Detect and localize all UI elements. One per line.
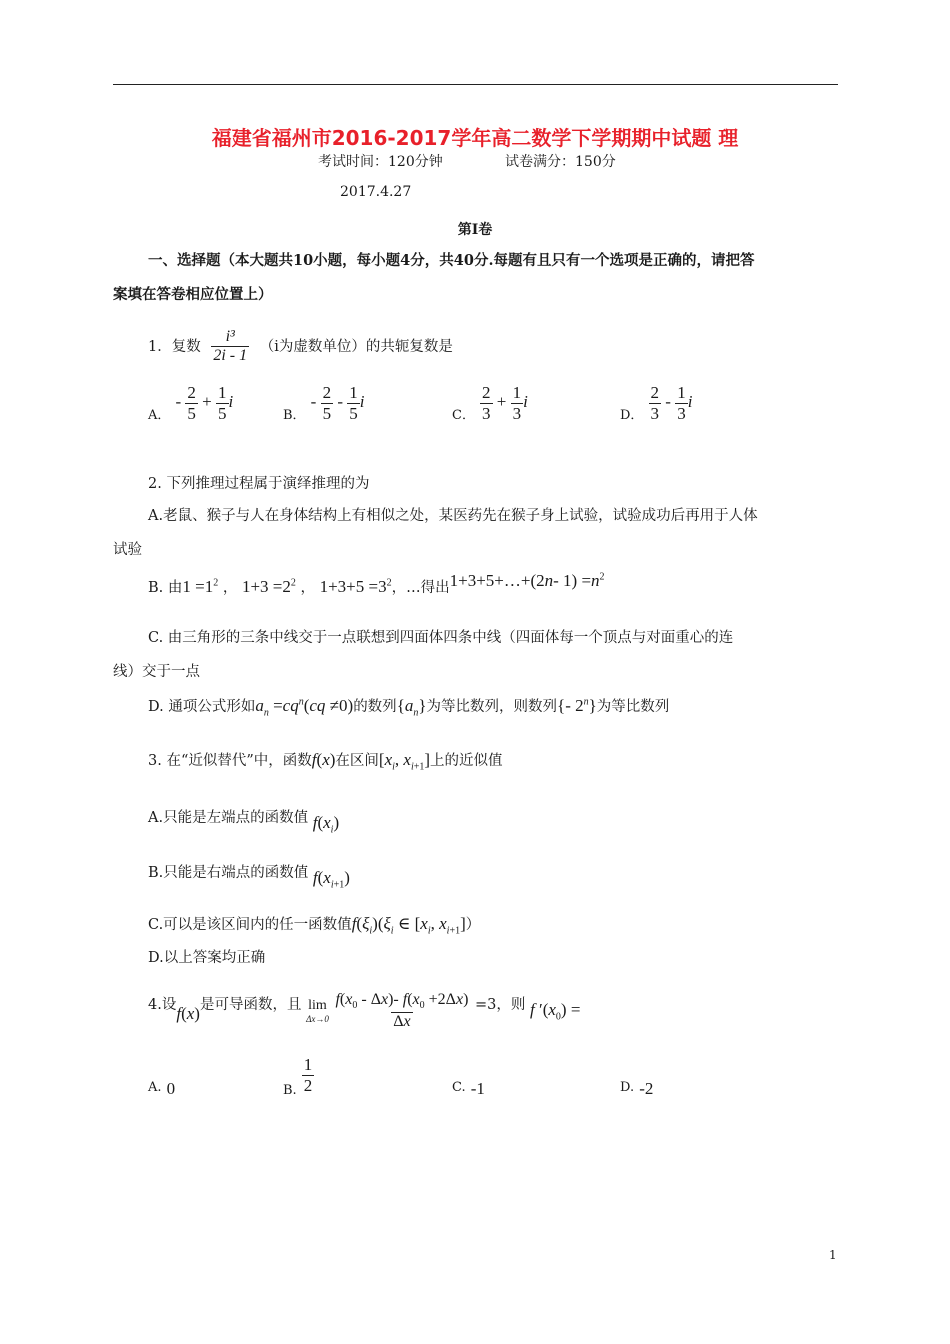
- q3-mid: 在区间: [335, 753, 379, 769]
- q2-option-c-line2: 线）交于一点: [113, 664, 200, 680]
- q1-option-b: [283, 383, 365, 435]
- q1-denominator: 2i - 1: [213, 347, 248, 365]
- q4-option-d-label: D.: [620, 1080, 635, 1095]
- q2-option-d-end: 为等比数列: [596, 699, 670, 715]
- q2-option-b-middle: ，…得出: [391, 580, 450, 596]
- q4-option-b: [283, 1055, 314, 1098]
- header-rule: [113, 84, 838, 85]
- part1-heading-line2: 案填在答卷相应位置上）: [113, 286, 273, 303]
- q3-prefix: 3. 在“近似替代”中，函数: [148, 753, 312, 769]
- q1-option-d: [620, 383, 693, 435]
- q1-numerator: i³: [225, 328, 235, 345]
- q1-prefix: 1．复数: [148, 338, 201, 355]
- q3-end: 上的近似值: [430, 753, 503, 769]
- q2-option-d-mid1: 的数列: [353, 699, 397, 715]
- q3-option-a-text: A.只能是左端点的函数值: [148, 810, 309, 826]
- q2-option-d: D. 通项公式形如$a_n =cq^n(cq \ne 0)$的数列$\{a_n\}$为等比数列，则数列{- 2$^n$}为等比数列: [148, 696, 670, 719]
- q2-option-d-mid2: 为等比数列，则数列: [426, 699, 558, 715]
- page-title: 福建省福州市2016-2017学年高二数学下学期期中试题 理: [211, 126, 739, 150]
- q3-option-c-text: C.可以是该区间内的任一函数值: [148, 917, 352, 933]
- part1-heading-line1: 一、选择题（本大题共10小题，每小题4分，共40分.每题有且只有一个选项是正确的，请把答: [148, 252, 755, 269]
- q4-option-c: [452, 1076, 485, 1096]
- q2-stem: 2. 下列推理过程属于演绎推理的为: [148, 476, 370, 492]
- q3-option-d: D.以上答案均正确: [148, 950, 266, 966]
- q3-option-b-text: B.只能是右端点的函数值: [148, 865, 309, 881]
- q4-option-b-label: B.: [283, 1082, 297, 1098]
- q3-option-c: C.可以是该区间内的任一函数值$f(\xi_i)(\xi_i$ ∈ [$x_i$, $x_{i+1}$]）: [148, 914, 481, 937]
- q1-option-a-expr: - $\frac{2}{5}$ + $\frac{1}{5}$ i: [175, 383, 234, 423]
- q4-option-c-value: -1: [470, 1079, 485, 1098]
- q4-option-d: [620, 1076, 653, 1096]
- page-number: 1: [829, 1248, 837, 1262]
- q3-option-b: B.只能是右端点的函数值 $f(x_{i+1})$: [148, 865, 350, 891]
- exam-time: 考试时间：120分钟: [318, 154, 443, 170]
- q1-option-c: [452, 383, 528, 435]
- q4-option-d-value: -2: [639, 1079, 654, 1098]
- q1-option-a-label: A．: [148, 407, 171, 423]
- q4-eq: =3，则: [475, 997, 526, 1014]
- q1-option-d-expr: $\frac{2}{3}$ - $\frac{1}{3}$ i: [650, 383, 693, 423]
- exam-date: 2017.4.27: [340, 184, 412, 200]
- q3-option-a: A.只能是左端点的函数值 $f(x_i)$: [148, 810, 340, 836]
- q4-stem: 4.设f(x)是可导函数，且 lim Δx→0 $\frac{f(x_0 - \Delta x)- f(x_0 +2\Delta x)}{\Delta x}$ =3，则 f $'(x_0)$ =: [148, 991, 581, 1030]
- q1-stem: [148, 328, 453, 366]
- q1-option-c-label: C．: [452, 407, 475, 423]
- section-title: 第Ⅰ卷: [457, 222, 493, 238]
- q1-option-d-label: D．: [620, 407, 644, 423]
- q2-option-b-prefix: B. 由: [148, 580, 183, 596]
- q2-option-a-line2: 试验: [113, 542, 142, 558]
- q1-option-b-label: B．: [283, 407, 306, 423]
- q4-fraction: $\frac{f(x_0 - \Delta x)- f(x_0 +2\Delta x)}{\Delta x}$: [335, 991, 469, 1030]
- q4-option-a-value: 0: [166, 1079, 176, 1098]
- q4-option-c-label: C.: [452, 1080, 466, 1095]
- q2-option-c-line1: C. 由三角形的三条中线交于一点联想到四面体四条中线（四面体每一个顶点与对面重心的连: [148, 630, 734, 646]
- q1-suffix: （i为虚数单位）的共轭复数是: [259, 338, 453, 355]
- q4-mid: 是可导函数，且: [199, 997, 302, 1014]
- q4-prefix: 4.设: [148, 997, 177, 1014]
- q3-stem: 3. 在“近似替代”中，函数f(x)在区间[$x_i$, $x_{i+1}$]上的近似值: [148, 750, 503, 773]
- q4-limit: lim Δx→0: [306, 998, 329, 1025]
- q1-option-a: [148, 383, 234, 435]
- q2-option-b: B. 由$1 =1^2$ ， $1+3 =2^2$ ， $1+3+5 =3^2$，…得出1+3+5+…+(2n- $1) =n^2$: [148, 571, 605, 596]
- q1-option-c-expr: $\frac{2}{3}$ + $\frac{1}{3}$ i: [482, 383, 528, 423]
- q1-fraction: [211, 328, 249, 366]
- q2-option-d-prefix: D. 通项公式形如: [148, 699, 256, 715]
- q2-option-a-line1: A.老鼠、猴子与人在身体结构上有相似之处，某医药先在猴子身上试验，试验成功后再用于人体: [148, 508, 758, 524]
- exam-score: 试卷满分：150分: [505, 154, 616, 170]
- q4-option-a-label: A.: [148, 1080, 162, 1095]
- q1-option-b-expr: - $\frac{2}{5}$ - $\frac{1}{5}$ i: [310, 383, 365, 423]
- q4-option-a: [148, 1076, 175, 1096]
- q4-option-b-value: $\frac{1}{2}$: [303, 1055, 313, 1095]
